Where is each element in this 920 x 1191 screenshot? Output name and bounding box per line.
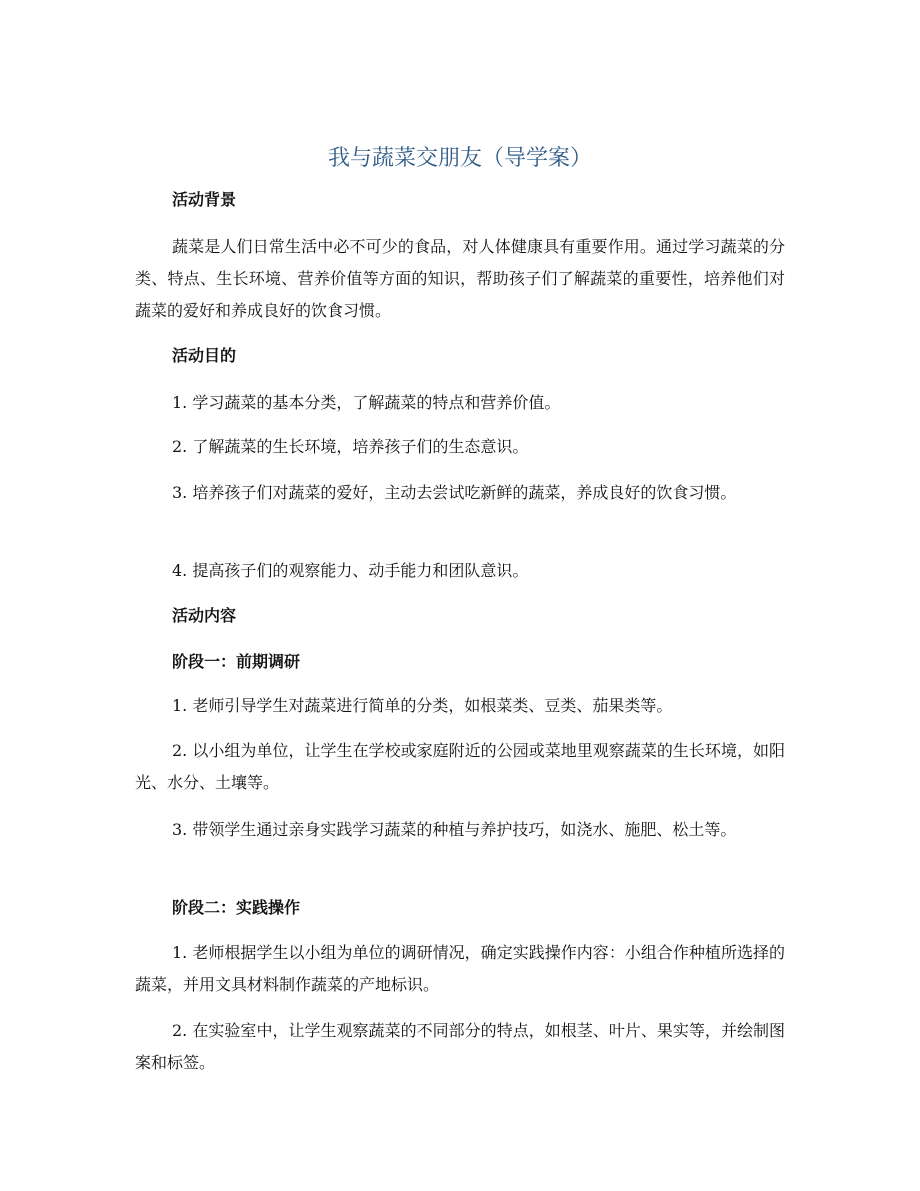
section-heading-goals: 活动目的 xyxy=(172,346,237,365)
goal-item-1: 1. 学习蔬菜的基本分类，了解蔬菜的特点和营养价值。 xyxy=(172,393,561,412)
stage1-item-1: 1. 老师引导学生对蔬菜进行简单的分类，如根菜类、豆类、茄果类等。 xyxy=(172,696,673,715)
section-heading-content: 活动内容 xyxy=(172,606,237,625)
stage2-item-1: 1. 老师根据学生以小组为单位的调研情况，确定实践操作内容：小组合作种植所选择的蔬菜，并用文具材料制作蔬菜的产地标识。 xyxy=(135,943,785,994)
section-heading-background: 活动背景 xyxy=(172,190,237,209)
stage2-item-2: 2. 在实验室中，让学生观察蔬菜的不同部分的特点，如根茎、叶片、果实等，并绘制图案和标签。 xyxy=(135,1021,785,1072)
document-title: 我与蔬菜交朋友（导学案） xyxy=(327,146,592,171)
background-paragraph: 蔬菜是人们日常生活中必不可少的食品，对人体健康具有重要作用。通过学习蔬菜的分类、特点、生长环境、营养价值等方面的知识，帮助孩子们了解蔬菜的重要性，培养他们对蔬菜的爱好和养成良好的饮食习惯。 xyxy=(135,237,785,320)
stage1-heading: 阶段一：前期调研 xyxy=(172,652,301,671)
stage1-item-3: 3. 带领学生通过亲身实践学习蔬菜的种植与养护技巧，如浇水、施肥、松土等。 xyxy=(172,820,737,839)
goal-item-3: 3. 培养孩子们对蔬菜的爱好，主动去尝试吃新鲜的蔬菜，养成良好的饮食习惯。 xyxy=(172,483,737,502)
stage1-item-2: 2. 以小组为单位，让学生在学校或家庭附近的公园或菜地里观察蔬菜的生长环境，如阳光、水分、土壤等。 xyxy=(135,741,785,792)
stage2-heading: 阶段二：实践操作 xyxy=(172,898,301,917)
goal-item-2: 2. 了解蔬菜的生长环境，培养孩子们的生态意识。 xyxy=(172,437,529,456)
goal-item-4: 4. 提高孩子们的观察能力、动手能力和团队意识。 xyxy=(172,561,529,580)
